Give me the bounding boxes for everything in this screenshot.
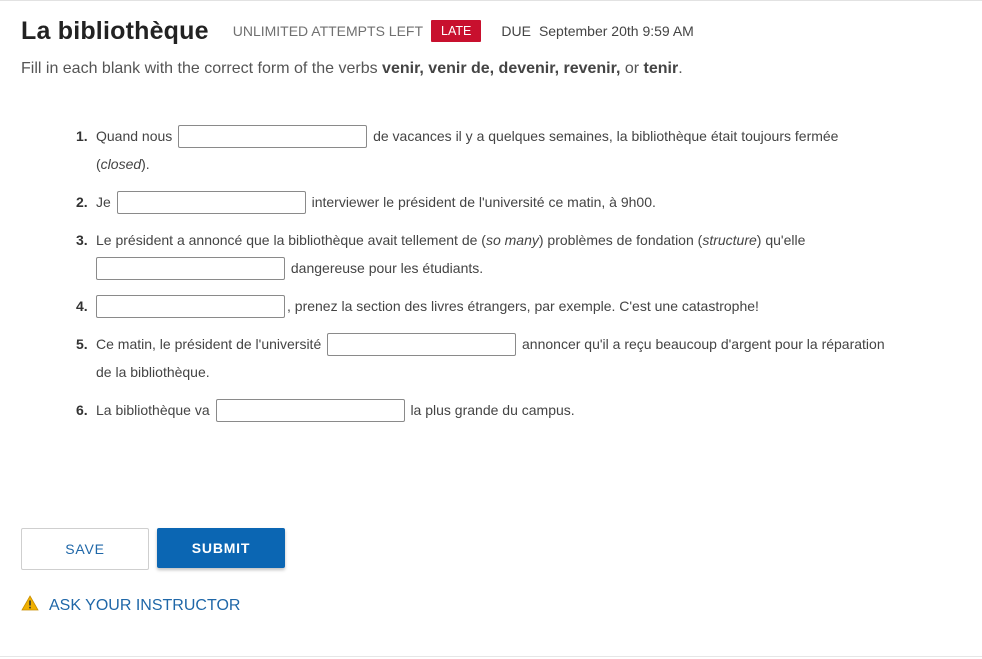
answer-input-5[interactable] xyxy=(327,333,516,356)
question-4 xyxy=(76,292,896,320)
question-text: La bibliothèque va xyxy=(96,402,210,418)
question-text: ) problèmes de fondation ( xyxy=(538,232,703,248)
question-number: 1. xyxy=(76,128,88,144)
question-italic: structure xyxy=(702,232,757,248)
question-number: 2. xyxy=(76,194,88,210)
due-label: DUE xyxy=(501,23,531,39)
question-5 xyxy=(76,330,896,386)
answer-input-4[interactable] xyxy=(96,295,285,318)
question-number: 6. xyxy=(76,402,88,418)
instructions-verbs: venir, venir de, devenir, revenir, xyxy=(382,60,621,77)
assignment-header xyxy=(21,14,694,48)
question-3 xyxy=(76,226,896,282)
question-2 xyxy=(76,188,896,216)
question-text: de vacances il y a quelques semaines, la bibliothèque était toujours fermée ( xyxy=(96,128,839,172)
question-text: la plus grande du campus. xyxy=(410,402,575,418)
question-text: dangereuse pour les étudiants. xyxy=(290,260,484,276)
question-1 xyxy=(76,122,896,178)
bottom-divider xyxy=(0,656,982,657)
answer-input-6[interactable] xyxy=(216,399,405,422)
top-divider xyxy=(0,0,982,1)
instructions-suffix: . xyxy=(678,60,683,77)
instructions-text: Fill in each blank with the correct form of the verbs xyxy=(21,60,383,77)
question-text: ) qu'elle xyxy=(756,232,806,248)
question-text: Quand nous xyxy=(96,128,173,144)
instructions-or: or xyxy=(620,60,644,77)
question-text: Ce matin, le président de l'université xyxy=(96,336,322,352)
question-text: annoncer qu'il a reçu beaucoup d'argent pour la réparation de la bibliothèque. xyxy=(96,336,885,380)
answer-input-3[interactable] xyxy=(96,257,285,280)
submit-button[interactable]: SUBMIT xyxy=(157,528,285,568)
question-text: interviewer le président de l'université ce matin, à 9h00. xyxy=(311,194,656,210)
question-text: , prenez la section des livres étrangers, par exemple. C'est une catastrophe! xyxy=(287,298,759,314)
question-6 xyxy=(76,396,896,424)
answer-input-1[interactable] xyxy=(178,125,367,148)
save-button[interactable]: SAVE xyxy=(21,528,149,570)
question-number: 4. xyxy=(76,298,88,314)
attempts-left: UNLIMITED ATTEMPTS LEFT xyxy=(232,23,424,39)
late-badge: LATE xyxy=(431,20,481,42)
instructions xyxy=(21,60,683,78)
page-title: La bibliothèque xyxy=(21,16,209,45)
question-list xyxy=(76,122,896,434)
question-number: 5. xyxy=(76,336,88,352)
question-italic: so many xyxy=(485,232,539,248)
answer-input-2[interactable] xyxy=(117,191,306,214)
warning-icon xyxy=(21,595,49,616)
instructions-last-verb: tenir xyxy=(643,60,679,77)
question-italic: closed xyxy=(100,156,142,172)
question-text: ). xyxy=(141,156,150,172)
question-text: Le président a annoncé que la bibliothèque avait tellement de ( xyxy=(96,232,486,248)
question-text: Je xyxy=(96,194,111,210)
question-number: 3. xyxy=(76,232,88,248)
ask-instructor-label[interactable]: ASK YOUR INSTRUCTOR xyxy=(49,596,241,614)
due-date: September 20th 9:59 AM xyxy=(538,23,694,39)
ask-instructor-link[interactable] xyxy=(21,595,240,616)
